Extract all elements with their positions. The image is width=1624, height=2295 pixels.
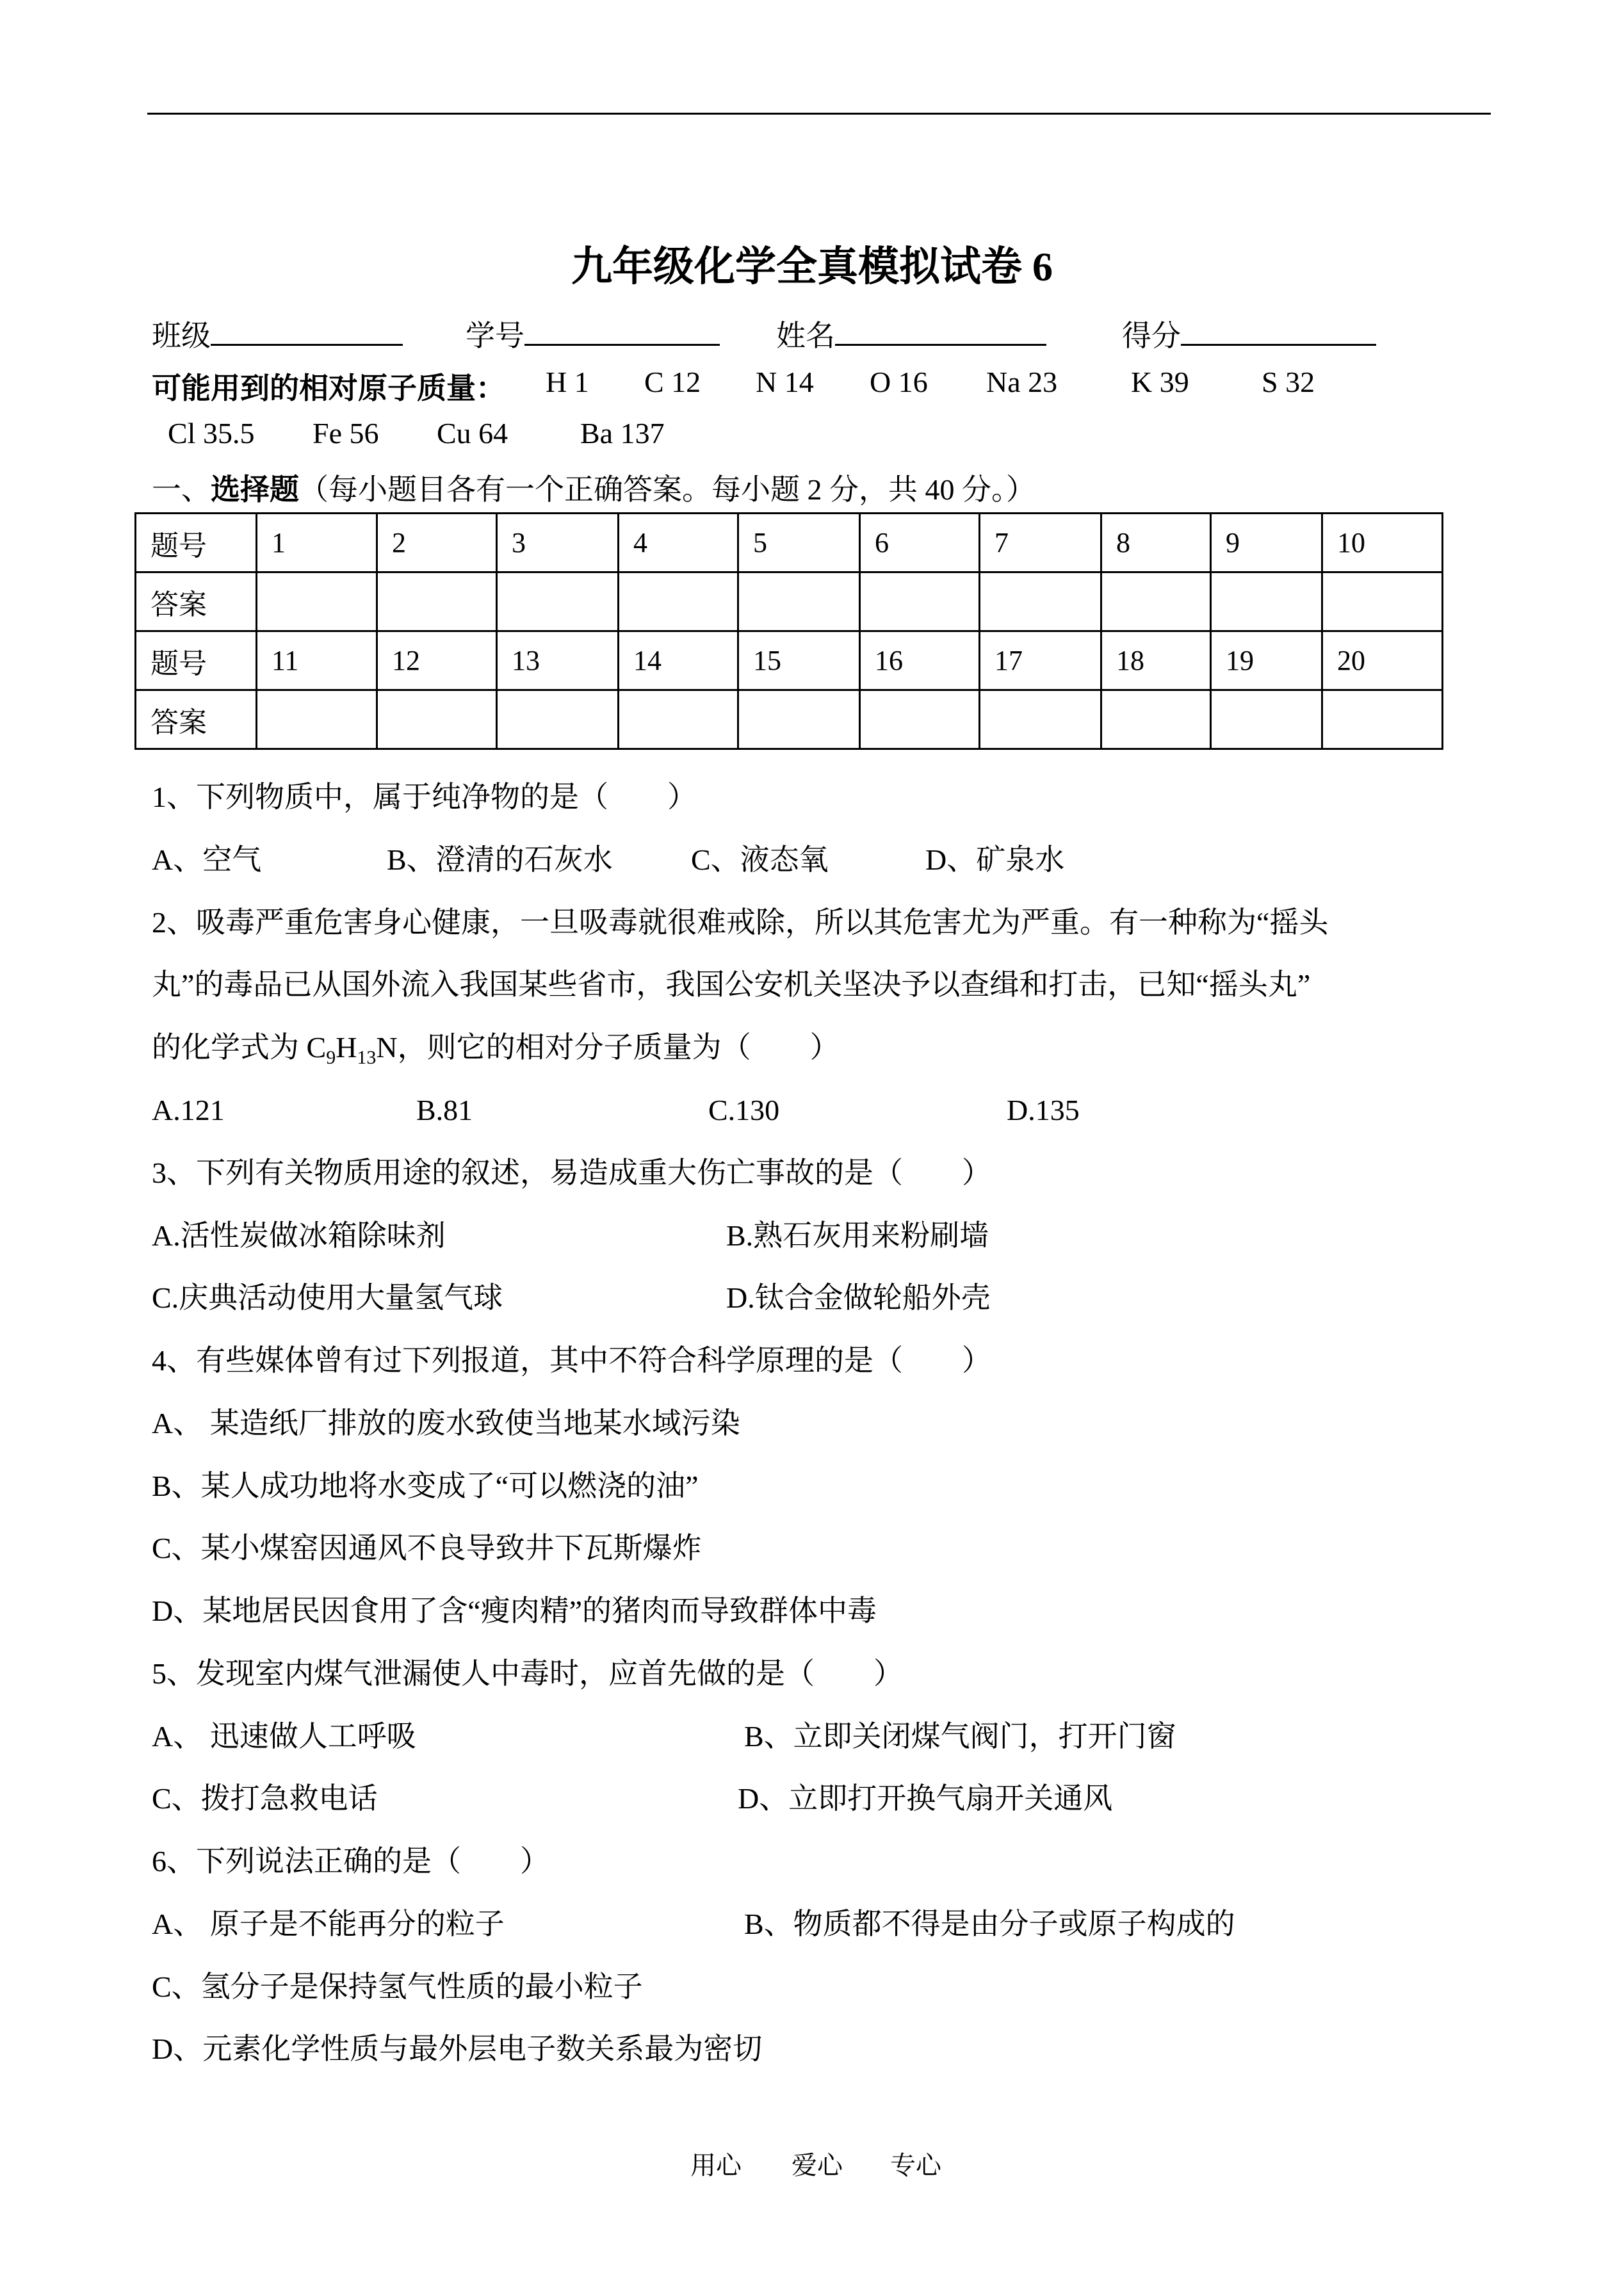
table-row [136,514,1443,572]
answer-cell[interactable] [738,690,860,749]
num-cell: 17 [980,631,1101,690]
answer-cell[interactable] [1101,690,1211,749]
mass-item: Cl 35.5 [168,417,255,450]
id-label: 学号 [466,320,524,352]
answer-cell[interactable] [497,572,619,631]
num-cell: 2 [377,514,497,572]
num-cell: 6 [860,514,980,572]
class-blank[interactable] [211,318,403,346]
q4-stem: 4、有些媒体曾有过下列报道，其中不符合科学原理的是（ ） [152,1344,991,1377]
q3-option-b: B.熟石灰用来粉刷墙 [726,1219,989,1252]
info-name [776,312,1046,355]
q1-stem: 1、下列物质中，属于纯净物的是（ ） [152,781,697,813]
mass-item: C 12 [644,366,701,398]
name-blank[interactable] [835,318,1046,346]
answer-cell[interactable] [860,572,980,631]
q5-option-c: C、拨打急救电话 [152,1782,378,1815]
mass-item: N 14 [756,366,814,398]
num-cell: 13 [497,631,619,690]
answer-cell[interactable] [980,572,1101,631]
q6-option-b: B、物质都不得是由分子或原子构成的 [744,1908,1235,1940]
answer-cell[interactable] [1322,572,1443,631]
mass-item: K 39 [1131,366,1189,398]
num-cell: 19 [1211,631,1322,690]
q2-stem-line1: 2、吸毒严重危害身心健康，一旦吸毒就很难戒除，所以其危害尤为严重。有一种称为“摇头 [152,906,1329,939]
page-title: 九年级化学全真模拟试卷 6 [571,244,1053,289]
mass-item: S 32 [1262,366,1315,398]
num-cell: 8 [1101,514,1211,572]
num-cell: 5 [738,514,860,572]
num-cell: 18 [1101,631,1211,690]
num-label: 题号 [136,514,257,572]
footer-text-1: 用心 [690,2151,742,2180]
q2-option-a: A.121 [152,1094,225,1126]
q5-option-b: B、立即关闭煤气阀门，打开门窗 [744,1720,1176,1753]
answer-cell[interactable] [1211,572,1322,631]
num-cell: 3 [497,514,619,572]
ans-label: 答案 [136,690,257,749]
q3-option-d: D.钛合金做轮船外壳 [726,1281,991,1314]
score-blank[interactable] [1181,318,1376,346]
q4-option-a: A、 某造纸厂排放的废水致使当地某水域污染 [152,1407,740,1439]
footer-text-2: 爱心 [792,2151,843,2180]
q2-stem-line3: 的化学式为 $C_9H_{13}N$，则它的相对分子质量为（ ） [152,1031,840,1068]
class-label: 班级 [152,320,211,352]
q1-option-d: D、矿泉水 [925,843,1065,876]
answer-cell[interactable] [619,572,738,631]
answer-cell[interactable] [1101,572,1211,631]
answer-cell[interactable] [619,690,738,749]
answer-cell[interactable] [257,572,377,631]
num-cell: 14 [619,631,738,690]
table-row [136,572,1443,631]
name-label: 姓名 [776,320,835,352]
q2-stem-line2: 丸”的毒品已从国外流入我国某些省市，我国公安机关坚决予以查缉和打击，已知“摇头丸” [152,968,1311,1001]
num-label: 题号 [136,631,257,690]
answer-cell[interactable] [980,690,1101,749]
q2-option-d: D.135 [1007,1094,1080,1126]
q1-option-c: C、液态氧 [691,843,829,876]
num-cell: 15 [738,631,860,690]
answer-cell[interactable] [1322,690,1443,749]
id-blank[interactable] [524,318,720,346]
info-score [1122,312,1376,355]
mass-item: O 16 [870,366,928,398]
score-label: 得分 [1122,320,1181,352]
q5-option-d: D、立即打开换气扇开关通风 [738,1782,1113,1815]
num-cell: 11 [257,631,377,690]
q5-option-a: A、 迅速做人工呼吸 [152,1720,416,1753]
answer-cell[interactable] [377,572,497,631]
q1-option-a: A、空气 [152,843,262,876]
q2-option-b: B.81 [416,1094,473,1126]
mass-item: Ba 137 [580,417,665,450]
answer-cell[interactable] [738,572,860,631]
table-row [136,631,1443,690]
mass-item: Cu 64 [437,417,508,450]
mass-item: H 1 [546,366,589,398]
num-cell: 20 [1322,631,1443,690]
q3-option-c: C.庆典活动使用大量氢气球 [152,1281,503,1314]
num-cell: 4 [619,514,738,572]
num-cell: 12 [377,631,497,690]
q6-stem: 6、下列说法正确的是（ ） [152,1845,549,1877]
header-rule [147,113,1491,115]
info-class [152,312,403,355]
mass-item: Fe 56 [313,417,379,450]
num-cell: 9 [1211,514,1322,572]
q6-option-a: A、 原子是不能再分的粒子 [152,1908,505,1940]
atomic-mass-label: 可能用到的相对原子质量： [152,372,505,405]
num-cell: 1 [257,514,377,572]
answer-cell[interactable] [497,690,619,749]
table-row [136,690,1443,749]
q5-stem: 5、发现室内煤气泄漏使人中毒时，应首先做的是（ ） [152,1657,903,1690]
q4-option-d: D、某地居民因食用了含“瘦肉精”的猪肉而导致群体中毒 [152,1594,877,1627]
section-heading: 一、选择题（每小题目各有一个正确答案。每小题 2 分，共 40 分。） [152,473,1035,506]
q2-option-c: C.130 [708,1094,780,1126]
q3-stem: 3、下列有关物质用途的叙述，易造成重大伤亡事故的是（ ） [152,1156,991,1189]
answer-cell[interactable] [257,690,377,749]
num-cell: 7 [980,514,1101,572]
num-cell: 10 [1322,514,1443,572]
ans-label: 答案 [136,572,257,631]
answer-cell[interactable] [860,690,980,749]
answer-cell[interactable] [377,690,497,749]
answer-table [134,512,1443,750]
q4-option-c: C、某小煤窑因通风不良导致井下瓦斯爆炸 [152,1532,702,1564]
footer-text-3: 专心 [890,2151,941,2180]
info-id [466,312,720,355]
answer-cell[interactable] [1211,690,1322,749]
mass-item: Na 23 [986,366,1058,398]
q4-option-b: B、某人成功地将水变成了“可以燃浇的油” [152,1470,699,1502]
num-cell: 16 [860,631,980,690]
q6-option-d: D、元素化学性质与最外层电子数关系最为密切 [152,2032,763,2065]
q6-option-c: C、氢分子是保持氢气性质的最小粒子 [152,1970,643,2003]
q3-option-a: A.活性炭做冰箱除味剂 [152,1219,446,1252]
q1-option-b: B、澄清的石灰水 [387,843,613,876]
